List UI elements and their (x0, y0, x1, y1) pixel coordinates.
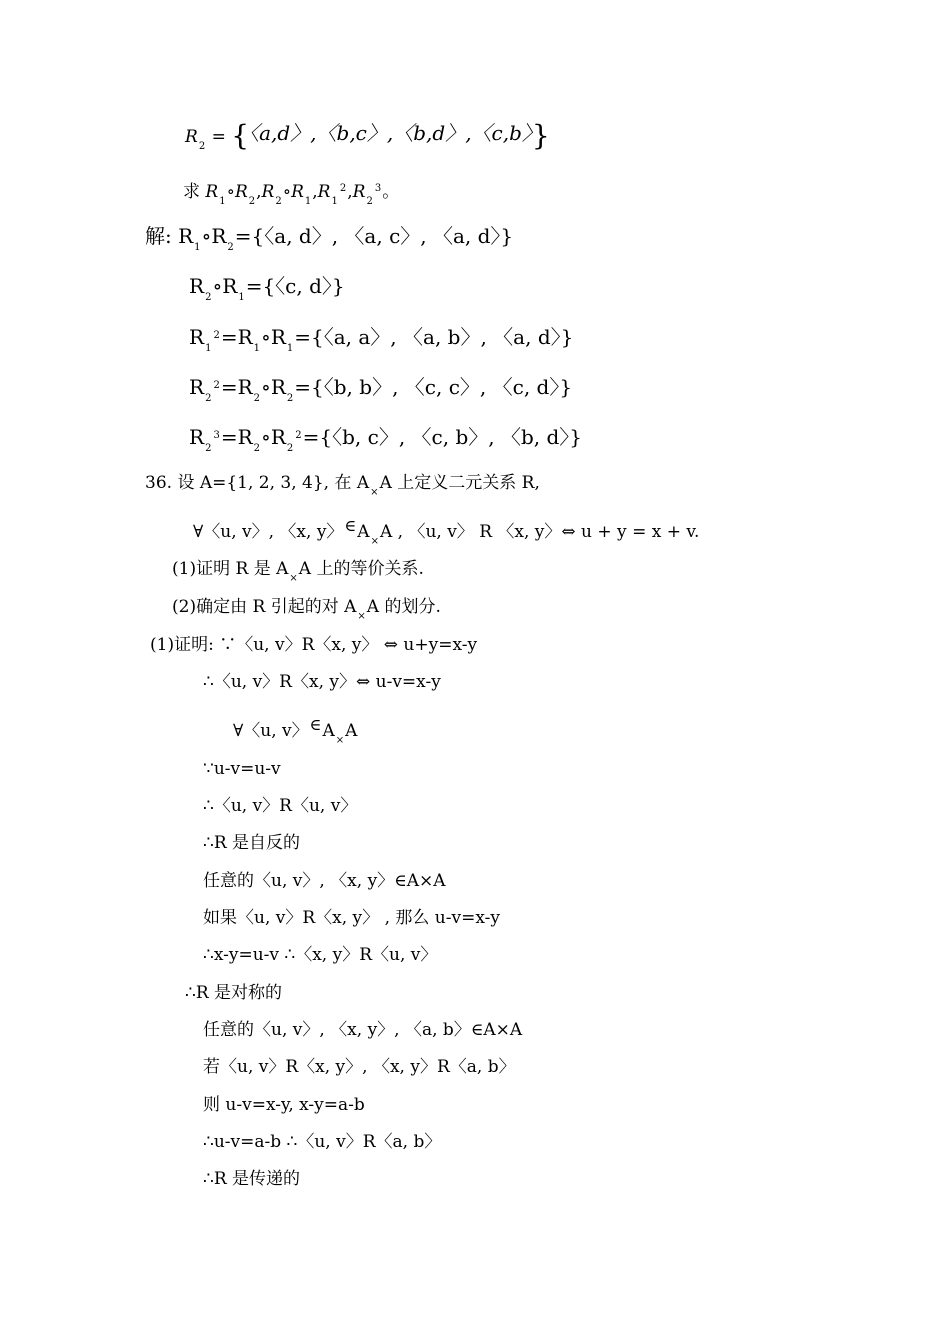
period: 。 (382, 182, 400, 202)
r-symbol: R (222, 274, 238, 298)
forall-pairs: ∀〈u, v〉, 〈x, y〉 (193, 522, 344, 542)
ask-r2b-sub: 2 (275, 196, 282, 207)
r-symbol: R (189, 375, 205, 399)
r-sub: 1 (194, 242, 201, 253)
ask-r2-cubed-pow: 3 (374, 183, 382, 194)
element-of-sign: ∈ (309, 715, 322, 734)
result-set: ={〈c, d〉} (245, 274, 345, 298)
comma: , (347, 182, 353, 202)
compose-op: ∘ (261, 375, 271, 399)
r-symbol: R (189, 325, 205, 349)
question-text: A 的划分. (366, 597, 441, 617)
solution-label: 解: (145, 224, 172, 248)
result-set: ={〈b, b〉, 〈c, c〉, 〈c, d〉} (294, 375, 573, 399)
r-power: 3 (213, 430, 220, 441)
r-sub: 2 (205, 292, 212, 303)
question-2 (172, 596, 441, 628)
compose-op: ∘ (261, 425, 271, 449)
proof-line-12: 若〈u, v〉R〈x, y〉, 〈x, y〉R〈a, b〉 (203, 1057, 516, 1077)
solution-line-1 (145, 225, 513, 259)
cross-product-sign: × (289, 573, 298, 584)
set-a: A (322, 721, 335, 741)
proof-line-3 (233, 714, 357, 752)
forall-pair: ∀〈u, v〉 (233, 721, 309, 741)
equals-r: =R (220, 425, 253, 449)
compose-op: ∘ (226, 182, 235, 202)
question-1 (172, 558, 424, 590)
r-sub: 2 (205, 393, 212, 404)
r2-set-elements: 〈a,d〉,〈b,c〉,〈b,d〉,〈c,b〉 (249, 121, 532, 145)
result-set: ={〈a, a〉, 〈a, b〉, 〈a, d〉} (294, 325, 574, 349)
open-brace: { (231, 119, 250, 152)
r-symbol: R (270, 375, 286, 399)
proof-line-7: 任意的〈u, v〉, 〈x, y〉∈A×A (203, 871, 446, 891)
solution-line-2 (189, 275, 345, 309)
proof-line-14: ∴u-v=a-b ∴〈u, v〉R〈a, b〉 (203, 1132, 442, 1152)
r2-definition (185, 119, 550, 158)
equals-r: =R (220, 375, 253, 399)
ask-r2-cubed-sub: 2 (366, 196, 373, 207)
relation-condition: A , 〈u, v〉 R 〈x, y〉⇔ u + y = x + v. (379, 522, 700, 542)
proof-line-1: (1)证明: ∵〈u, v〉R〈x, y〉 ⇔ u+y=x-y (150, 635, 478, 655)
r-sub: 1 (253, 343, 261, 354)
cross-product-sign: × (357, 611, 366, 622)
r-sub: 1 (286, 343, 294, 354)
ask-r1-squared: R (317, 182, 331, 202)
ask-r2-sub: 2 (248, 196, 256, 207)
question-text: A 上的等价关系. (298, 559, 424, 579)
r-power: 2 (295, 430, 302, 441)
compose-op: ∘ (212, 274, 223, 298)
cross-product-sign: × (370, 487, 379, 498)
proof-line-13: 则 u-v=x-y, x-y=a-b (203, 1095, 365, 1115)
set-a: A (345, 721, 358, 741)
proof-line-8: 如果〈u, v〉R〈x, y〉 , 那么 u-v=x-y (203, 908, 500, 928)
compose-op: ∘ (201, 224, 212, 248)
cross-product-sign: × (335, 735, 345, 746)
proof-line-10: ∴R 是对称的 (185, 983, 283, 1003)
question-text: (1)证明 R 是 A (172, 559, 289, 579)
ask-r1-squared-sub: 1 (331, 196, 338, 207)
r-sub: 2 (286, 443, 294, 454)
ask-line (183, 178, 399, 213)
r-symbol: R (178, 224, 194, 248)
comma: , (312, 182, 318, 202)
r-symbol: R (189, 425, 205, 449)
set-a: A (357, 522, 370, 542)
r-symbol: R (270, 425, 286, 449)
r-sub: 2 (286, 393, 294, 404)
r-symbol: R (211, 224, 227, 248)
equals-sign: = (211, 127, 226, 147)
proof-line-15: ∴R 是传递的 (203, 1169, 301, 1189)
r-sub: 2 (253, 443, 261, 454)
ask-r1-sub: 1 (219, 196, 226, 207)
proof-line-9: ∴x-y=u-v ∴〈x, y〉R〈u, v〉 (203, 945, 438, 965)
proof-line-5: ∴〈u, v〉R〈u, v〉 (203, 796, 358, 816)
ask-r2: R (234, 182, 248, 202)
ask-r2b: R (261, 182, 275, 202)
compose-op: ∘ (282, 182, 292, 202)
ask-r2-cubed: R (352, 182, 366, 202)
proof-line-6: ∴R 是自反的 (203, 833, 301, 853)
equals-r: =R (220, 325, 253, 349)
proof-line-2: ∴〈u, v〉R〈x, y〉⇔ u-v=x-y (203, 672, 441, 692)
cross-product-sign: × (370, 536, 379, 547)
r-sub: 2 (253, 393, 261, 404)
r2-subscript: 2 (198, 141, 206, 152)
solution-line-5 (189, 425, 582, 460)
problem-36-heading (145, 472, 540, 504)
ask-prefix: 求 (183, 182, 200, 202)
proof-line-4: ∵u-v=u-v (203, 759, 281, 779)
element-of-sign: ∈ (344, 516, 357, 535)
r-symbol: R (189, 274, 205, 298)
r-power: 2 (213, 330, 220, 341)
r-sub: 2 (227, 242, 234, 253)
relation-definition (193, 515, 699, 553)
ask-r1b-sub: 1 (304, 196, 312, 207)
close-brace: } (531, 119, 550, 152)
r2-symbol: R (185, 127, 198, 147)
problem-text: 36. 设 A={1, 2, 3, 4}, 在 A (145, 473, 370, 493)
r-power: 2 (213, 380, 220, 391)
ask-r1b: R (291, 182, 304, 202)
r-symbol: R (270, 325, 286, 349)
compose-op: ∘ (261, 325, 271, 349)
result-set: ={〈b, c〉, 〈c, b〉, 〈b, d〉} (302, 425, 583, 449)
result-set: ={〈a, d〉, 〈a, c〉, 〈a, d〉} (234, 224, 514, 248)
proof-line-11: 任意的〈u, v〉, 〈x, y〉, 〈a, b〉∈A×A (203, 1020, 523, 1040)
solution-line-3 (189, 325, 573, 360)
solution-line-4 (189, 375, 572, 410)
ask-r1: R (205, 182, 219, 202)
ask-r1-squared-pow: 2 (339, 183, 347, 194)
r-sub: 2 (205, 443, 212, 454)
problem-text: A 上定义二元关系 R, (379, 473, 540, 493)
comma: , (256, 182, 262, 202)
question-text: (2)确定由 R 引起的对 A (172, 597, 357, 617)
r-sub: 1 (205, 343, 212, 354)
r-sub: 1 (238, 292, 245, 303)
